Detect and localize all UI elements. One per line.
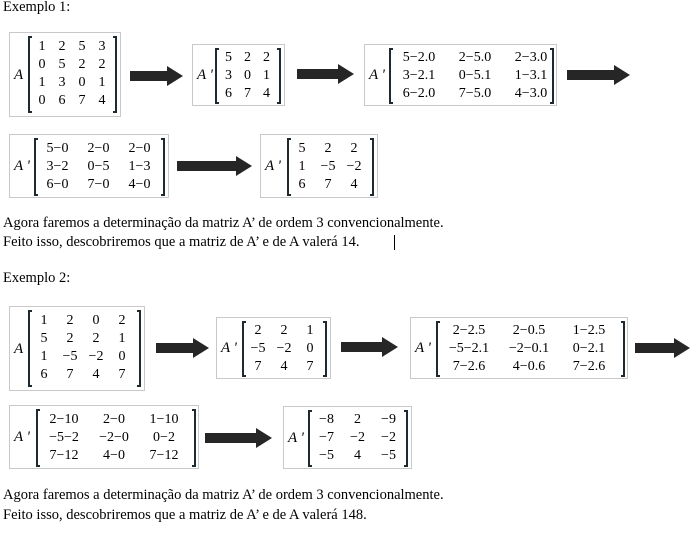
matrix-cell: 0−5: [87, 159, 110, 174]
matrix-cell: 4−0: [103, 448, 125, 463]
example2-heading: Exemplo 2:: [3, 270, 71, 286]
matrix-cell: −2: [350, 430, 365, 445]
right-arrow-icon: [296, 63, 356, 85]
text-cursor: [394, 235, 395, 250]
matrix-cell: −2−0.1: [508, 341, 550, 356]
matrix-label: A: [14, 67, 24, 83]
example1-heading: Exemplo 1:: [3, 0, 71, 15]
matrix-cell: −5: [381, 448, 396, 463]
matrix-grid: [391, 49, 559, 103]
matrix-cell: 6: [225, 86, 232, 101]
matrix-cell: 5: [40, 331, 48, 346]
matrix-cell: 7−2.6: [452, 359, 486, 374]
right-arrow-icon: [204, 427, 274, 449]
matrix-cell: −2: [381, 430, 396, 445]
matrix-cell: 2−3.0: [514, 50, 548, 65]
matrix-cell: −2: [346, 159, 362, 174]
matrix-grid: [219, 49, 276, 103]
matrix-label: A: [14, 341, 24, 357]
matrix-cell: 1−3: [128, 159, 151, 174]
example1-explanation-line1: Agora faremos a determinação da matriz A’ de ordem 3 convencionalmente.: [3, 215, 444, 231]
matrix-cell: 2: [66, 331, 74, 346]
matrix-grid: [32, 38, 112, 110]
matrix-cell: 4: [354, 448, 361, 463]
matrix-cell: 3: [58, 75, 66, 90]
matrix-cell: −7: [319, 430, 334, 445]
matrix-cell: 2: [254, 323, 262, 338]
matrix-cell: 1: [118, 331, 126, 346]
matrix-cell: 5: [78, 39, 86, 54]
matrix-grid: [289, 140, 367, 194]
matrix-cell: 2: [244, 50, 251, 65]
matrix-cell: 3: [98, 39, 106, 54]
ex2-matrix-subtraction: [410, 317, 628, 379]
matrix-cell: 1: [98, 75, 106, 90]
matrix-cell: 6: [40, 367, 48, 382]
ex1-matrix-result: [260, 134, 378, 198]
matrix-cell: −5: [320, 159, 336, 174]
matrix-cell: 5: [225, 50, 232, 65]
right-arrow-icon: [129, 65, 185, 87]
matrix-cell: 4−0.6: [512, 359, 546, 374]
matrix-cell: 2: [66, 313, 74, 328]
ex1-matrix-substituted: [9, 134, 169, 198]
matrix-cell: 5: [58, 57, 66, 72]
matrix-label: A ': [14, 158, 30, 174]
right-bracket: [161, 138, 165, 196]
ex1-matrix-a: [9, 32, 121, 117]
matrix-cell: 4: [280, 359, 288, 374]
example2-explanation-line2: Feito isso, descobriremos que a matriz de A’ e de A valerá 148.: [3, 507, 367, 523]
matrix-cell: 2: [58, 39, 66, 54]
matrix-cell: 0−5.1: [458, 68, 492, 83]
matrix-label: A ': [265, 158, 281, 174]
matrix-label: A ': [221, 340, 237, 356]
matrix-cell: 2: [324, 141, 332, 156]
matrix-label: A ': [14, 429, 30, 445]
matrix-cell: 2: [78, 57, 86, 72]
matrix-cell: 5−2.0: [402, 50, 436, 65]
matrix-cell: 7: [306, 359, 314, 374]
matrix-cell: 2: [118, 313, 126, 328]
matrix-cell: 3−2: [46, 159, 69, 174]
matrix-cell: 7: [78, 93, 86, 108]
matrix-cell: 7: [254, 359, 262, 374]
matrix-cell: 2−0: [87, 141, 110, 156]
ex2-matrix-result: [283, 406, 412, 469]
right-arrow-icon: [340, 336, 400, 358]
right-arrow-icon: [155, 337, 211, 359]
matrix-cell: −5−2: [49, 430, 79, 445]
matrix-grid: [31, 312, 135, 384]
matrix-cell: 1: [40, 313, 48, 328]
matrix-cell: 2−0: [128, 141, 151, 156]
example2-explanation-line1: Agora faremos a determinação da matriz A’ de ordem 3 convencionalmente.: [3, 487, 444, 503]
matrix-cell: 1: [306, 323, 314, 338]
matrix-cell: 4: [350, 177, 358, 192]
matrix-cell: 1: [40, 349, 48, 364]
matrix-cell: 2−0.5: [512, 323, 546, 338]
matrix-cell: 1: [263, 68, 270, 83]
matrix-cell: −2: [88, 349, 104, 364]
matrix-cell: −5: [250, 341, 266, 356]
matrix-cell: 1: [38, 39, 46, 54]
ex2-matrix-substituted: [9, 405, 199, 469]
matrix-grid: [245, 322, 323, 376]
matrix-cell: 6: [58, 93, 66, 108]
right-bracket: [323, 321, 327, 377]
matrix-cell: 2−0: [103, 412, 125, 427]
matrix-cell: 2: [92, 331, 100, 346]
matrix-cell: 2: [354, 412, 361, 427]
matrix-cell: 6−0: [46, 177, 69, 192]
matrix-cell: −2−0: [99, 430, 129, 445]
ex1-matrix-minor: [192, 44, 285, 106]
matrix-cell: 4: [98, 93, 106, 108]
right-bracket: [370, 138, 374, 196]
matrix-cell: 0: [38, 57, 46, 72]
matrix-cell: 2−2.5: [452, 323, 486, 338]
matrix-cell: 7: [244, 86, 251, 101]
matrix-cell: 7: [66, 367, 74, 382]
matrix-grid: [39, 411, 189, 465]
right-bracket: [621, 321, 625, 377]
right-bracket: [192, 409, 196, 467]
matrix-cell: 5−0: [46, 141, 69, 156]
matrix-cell: 3: [225, 68, 232, 83]
right-bracket: [277, 48, 281, 104]
matrix-cell: 3−2.1: [402, 68, 436, 83]
matrix-cell: −2: [276, 341, 292, 356]
matrix-label: A ': [197, 67, 213, 83]
matrix-cell: 2: [280, 323, 288, 338]
right-bracket: [113, 36, 117, 113]
matrix-label: A ': [415, 340, 431, 356]
matrix-cell: 0: [118, 349, 126, 364]
matrix-cell: −5: [319, 448, 334, 463]
matrix-cell: 7−0: [87, 177, 110, 192]
matrix-cell: −8: [319, 412, 334, 427]
right-arrow-icon: [634, 337, 692, 359]
right-bracket: [137, 310, 141, 387]
matrix-cell: 2: [98, 57, 106, 72]
matrix-cell: 7: [118, 367, 126, 382]
matrix-cell: 0: [92, 313, 100, 328]
matrix-cell: 6−2.0: [402, 86, 436, 101]
matrix-cell: 7−5.0: [458, 86, 492, 101]
ex1-matrix-subtraction: [364, 44, 557, 106]
right-bracket: [404, 410, 408, 467]
matrix-cell: 2−5.0: [458, 50, 492, 65]
matrix-cell: 1−10: [149, 412, 179, 427]
ex2-matrix-minor: [216, 317, 331, 379]
matrix-cell: 2: [263, 50, 270, 65]
matrix-grid: [439, 322, 619, 376]
right-arrow-icon: [566, 64, 632, 86]
matrix-cell: −5: [62, 349, 78, 364]
right-arrow-icon: [176, 155, 254, 177]
matrix-cell: 7−12: [49, 448, 79, 463]
matrix-cell: 2: [350, 141, 358, 156]
matrix-grid: [37, 140, 160, 194]
matrix-cell: 1: [38, 75, 46, 90]
matrix-cell: 0−2: [153, 430, 175, 445]
matrix-cell: 4: [92, 367, 100, 382]
matrix-cell: 4−0: [128, 177, 151, 192]
matrix-cell: −5−2.1: [448, 341, 490, 356]
matrix-cell: 5: [298, 141, 306, 156]
matrix-cell: 0: [38, 93, 46, 108]
matrix-label: A ': [288, 430, 304, 446]
matrix-cell: 7: [324, 177, 332, 192]
matrix-cell: −9: [381, 412, 396, 427]
matrix-cell: 4: [263, 86, 270, 101]
matrix-cell: 0: [244, 68, 251, 83]
matrix-label: A ': [369, 67, 385, 83]
matrix-cell: 1: [298, 159, 306, 174]
matrix-cell: 7−12: [149, 448, 179, 463]
matrix-cell: 1−2.5: [572, 323, 606, 338]
matrix-cell: 4−3.0: [514, 86, 548, 101]
matrix-cell: 0: [306, 341, 314, 356]
example1-explanation-line2: Feito isso, descobriremos que a matriz de A’ e de A valerá 14.: [3, 234, 360, 250]
matrix-grid: [311, 411, 404, 465]
ex2-matrix-a: [9, 306, 145, 391]
matrix-cell: 7−2.6: [572, 359, 606, 374]
matrix-cell: 0: [78, 75, 86, 90]
matrix-cell: 1−3.1: [514, 68, 548, 83]
matrix-cell: 2−10: [49, 412, 79, 427]
matrix-cell: 6: [298, 177, 306, 192]
matrix-cell: 0−2.1: [572, 341, 606, 356]
